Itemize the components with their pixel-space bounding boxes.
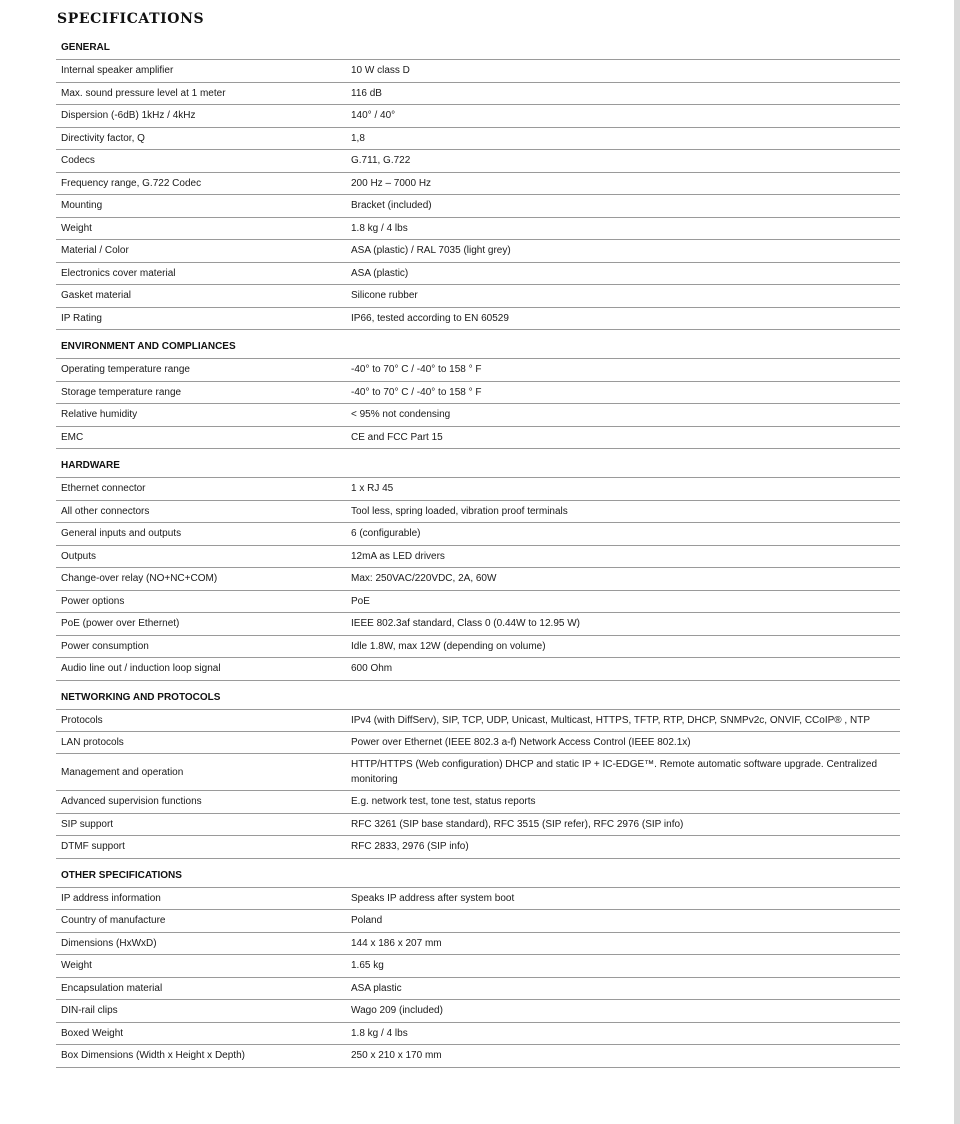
spec-row [56,836,900,859]
spec-label: All other connectors [61,505,150,517]
spec-value: 1,8 [351,132,365,144]
spec-label: Audio line out / induction loop signal [61,663,221,674]
spec-value: -40° to 70° C / -40° to 158 ° F [351,386,482,398]
spec-row [56,478,900,501]
spec-label: Dimensions (HxWxD) [61,937,157,949]
spec-row [56,150,900,173]
spec-section [56,455,900,681]
spec-value: Speaks IP address after system boot [351,892,515,904]
spec-row [56,791,900,814]
section-heading: ENVIRONMENT AND COMPLIANCES [56,336,900,359]
spec-value: 1 x RJ 45 [351,483,394,494]
spec-value: ASA (plastic) / RAL 7035 (light grey) [351,245,511,256]
spec-row [56,523,900,546]
spec-value: 250 x 210 x 170 mm [351,1050,442,1061]
spec-label: DIN-rail clips [61,1005,118,1016]
spec-value: G.711, G.722 [351,155,411,166]
spec-label: Box Dimensions (Width x Height x Depth) [61,1050,245,1061]
spec-label: Ethernet connector [61,483,146,494]
spec-row [56,888,900,911]
spec-row [56,285,900,308]
spec-value: PoE [351,595,370,607]
spec-label: Max. sound pressure level at 1 meter [61,87,226,99]
spec-row [56,128,900,151]
spec-row [56,1000,900,1023]
spec-label: Relative humidity [61,409,138,420]
section-heading: NETWORKING AND PROTOCOLS [56,687,900,710]
spec-row [56,732,900,755]
spec-value: IP66, tested according to EN 60529 [351,312,509,324]
spec-label: Weight [61,222,92,234]
spec-value: 1.8 kg / 4 lbs [351,222,408,234]
spec-label: Encapsulation material [61,982,163,994]
spec-label: Electronics cover material [61,267,176,279]
spec-label: Advanced supervision functions [61,796,202,807]
spec-sheet [56,0,900,1068]
spec-label: Protocols [61,714,103,726]
spec-label: Storage temperature range [61,386,182,398]
section-heading: GENERAL [56,37,900,60]
spec-value: Wago 209 (included) [351,1005,443,1016]
spec-row [56,173,900,196]
spec-row [56,404,900,427]
spec-value: Power over Ethernet (IEEE 802.3 a-f) Network Access Control (IEEE 802.1x) [351,736,691,748]
page-edge-shadow [954,0,960,1124]
spec-label: Change-over relay (NO+NC+COM) [61,573,218,584]
spec-value: E.g. network test, tone test, status reports [351,796,536,807]
spec-value: 200 Hz – 7000 Hz [351,177,432,189]
spec-label: Internal speaker amplifier [61,65,174,76]
spec-row [56,83,900,106]
spec-label: Frequency range, G.722 Codec [61,177,202,189]
spec-section [56,687,900,859]
spec-label: Country of manufacture [61,915,166,926]
spec-row [56,814,900,837]
spec-value: Tool less, spring loaded, vibration proof terminals [351,505,568,517]
spec-value: Bracket (included) [351,200,432,211]
spec-row [56,240,900,263]
spec-value: IPv4 (with DiffServ), SIP, TCP, UDP, Unicast, Multicast, HTTPS, TFTP, RTP, DHCP, SNMPv2c, ONVIF, CCoIP® , NTP [351,714,870,726]
spec-row [56,60,900,83]
spec-label: SIP support [61,818,114,830]
spec-label: Power consumption [61,640,149,652]
spec-label: Gasket material [61,290,132,301]
spec-row [56,1023,900,1046]
spec-section [56,865,900,1068]
spec-row [56,105,900,128]
spec-row [56,308,900,331]
spec-label: LAN protocols [61,736,124,748]
spec-label: Codecs [61,155,95,166]
spec-label: Dispersion (-6dB) 1kHz / 4kHz [61,110,196,121]
spec-label: IP Rating [61,312,102,324]
spec-row [56,933,900,956]
spec-value: Idle 1.8W, max 12W (depending on volume) [351,640,546,652]
spec-row [56,546,900,569]
spec-row [56,591,900,614]
spec-row [56,613,900,636]
spec-label: Operating temperature range [61,364,190,375]
spec-value: Poland [351,915,383,926]
spec-row [56,195,900,218]
spec-label: IP address information [61,892,161,904]
spec-value: 600 Ohm [351,663,393,674]
spec-value: < 95% not condensing [351,409,451,420]
spec-label: Mounting [61,200,103,211]
spec-label: Outputs [61,550,97,562]
spec-row [56,754,900,791]
spec-value: HTTP/HTTPS (Web configuration) DHCP and static IP + IC-EDGE™. Remote automatic software upgrade. Centralized monitoring [351,759,878,785]
spec-label: PoE (power over Ethernet) [61,618,180,629]
spec-value: 144 x 186 x 207 mm [351,937,442,949]
spec-value: 140° / 40° [351,110,396,121]
spec-label: Power options [61,595,125,607]
spec-value: -40° to 70° C / -40° to 158 ° F [351,364,482,375]
spec-value: ASA plastic [351,982,402,994]
spec-label: Management and operation [61,766,184,778]
spec-value: 1.65 kg [351,960,384,971]
spec-row [56,382,900,405]
spec-label: General inputs and outputs [61,528,182,539]
spec-label: Directivity factor, Q [61,132,145,144]
spec-label: Boxed Weight [61,1027,124,1039]
spec-value: 1.8 kg / 4 lbs [351,1027,408,1039]
spec-row [56,427,900,450]
spec-section [56,37,900,330]
spec-row [56,955,900,978]
spec-value: 12mA as LED drivers [351,550,445,562]
spec-row [56,658,900,681]
spec-value: IEEE 802.3af standard, Class 0 (0.44W to 12.95 W) [351,618,581,629]
spec-value: Max: 250VAC/220VDC, 2A, 60W [351,573,497,584]
spec-value: Silicone rubber [351,290,418,301]
spec-row [56,501,900,524]
spec-value: 6 (configurable) [351,528,421,539]
spec-row [56,568,900,591]
spec-row [56,263,900,286]
spec-label: Weight [61,960,92,971]
section-heading: OTHER SPECIFICATIONS [56,865,900,888]
spec-row [56,1045,900,1068]
spec-row [56,710,900,732]
spec-sections [56,37,900,1068]
spec-value: 10 W class D [351,65,410,76]
spec-row [56,910,900,933]
spec-row [56,978,900,1001]
spec-label: EMC [61,431,84,443]
spec-value: CE and FCC Part 15 [351,431,443,443]
spec-value: RFC 2833, 2976 (SIP info) [351,841,469,852]
spec-row [56,359,900,382]
spec-label: DTMF support [61,841,125,852]
spec-row [56,636,900,659]
spec-value: RFC 3261 (SIP base standard), RFC 3515 (SIP refer), RFC 2976 (SIP info) [351,818,684,830]
spec-label: Material / Color [61,245,129,256]
spec-value: ASA (plastic) [351,267,409,279]
page-title: SPECIFICATIONS [57,11,205,27]
spec-value: 116 dB [351,87,382,99]
spec-row [56,218,900,241]
spec-section [56,336,900,449]
section-heading: HARDWARE [56,455,900,478]
